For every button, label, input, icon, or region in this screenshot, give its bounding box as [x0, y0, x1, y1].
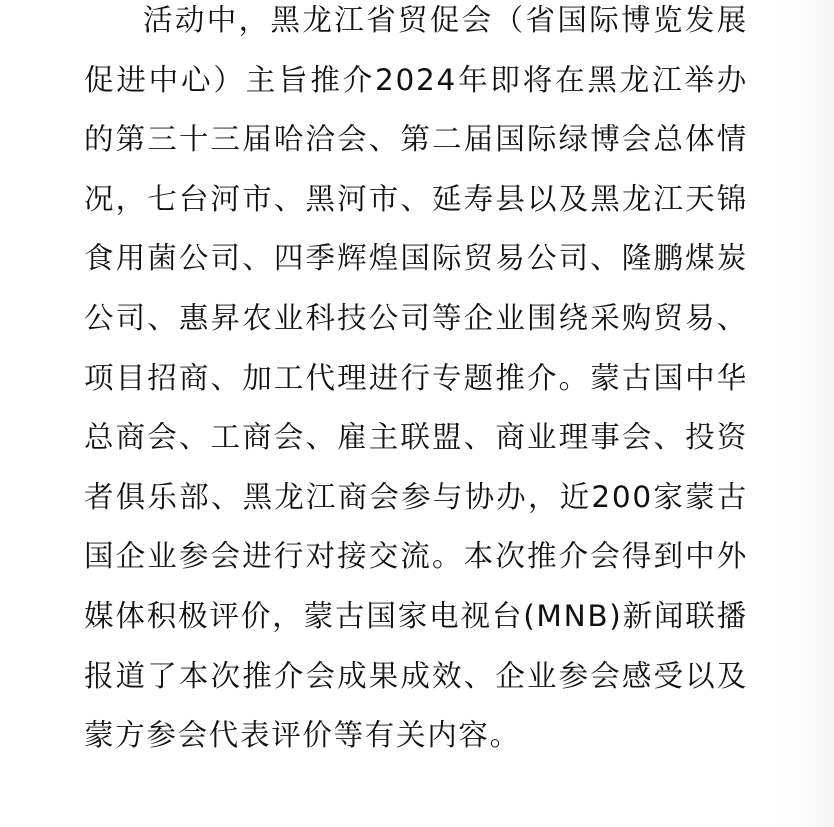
article-paragraph: 活动中，黑龙江省贸促会（省国际博览发展促进中心）主旨推介2024年即将在黑龙江举办的第三十三届哈洽会、第二届国际绿博会总体情况，七台河市、黑河市、延寿县以及黑龙江天锦食用菌公司、四季辉煌国际贸易公司、隆鹏煤炭公司、惠昇农业科技公司等企业围绕采购贸易、项目招商、加工代理进行专题推介。蒙古国中华总商会、工商会、雇主联盟、商业理事会、投资者俱乐部、黑龙江商会参与协办，近200家蒙古国企业参会进行对接交流。本次推介会得到中外媒体积极评价，蒙古国家电视台(MNB)新闻联播报道了本次推介会成果成效、企业参会感受以及蒙方参会代表评价等有关内容。	[84, 3, 748, 753]
page-edge-shadow	[776, 0, 834, 827]
